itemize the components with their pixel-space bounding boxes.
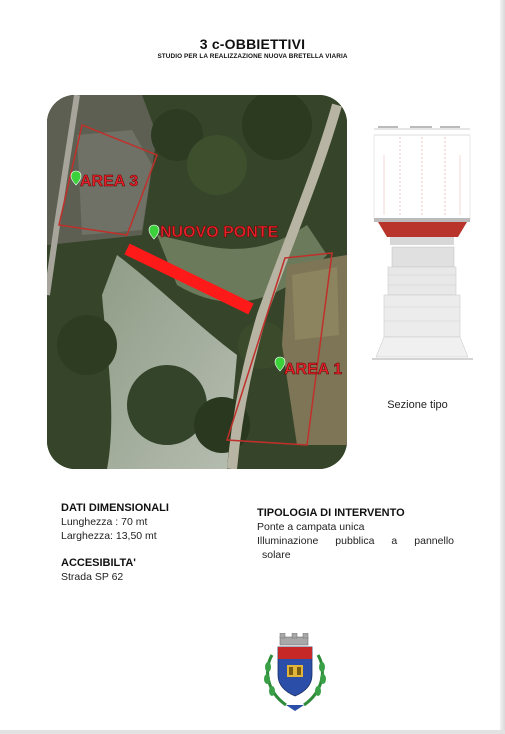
section-caption: Sezione tipo	[387, 399, 448, 411]
tipologia-line2-cont: solare	[262, 549, 291, 561]
tipologia-block	[257, 506, 457, 562]
municipal-crest	[256, 633, 334, 717]
page-title: 3 c-OBBIETTIVI	[199, 36, 306, 52]
aerial-map	[47, 95, 347, 469]
accessibilita-value: Strada SP 62	[61, 571, 124, 583]
accessibilita-heading: ACCESIBILTA'	[61, 557, 136, 569]
larghezza-text: Larghezza: 13,50 mt	[61, 530, 157, 542]
label-area3: AREA 3	[80, 173, 139, 190]
bridge-section-diagram	[370, 125, 475, 370]
tipologia-heading: TIPOLOGIA DI INTERVENTO	[257, 507, 405, 519]
bridge-section-icon	[370, 125, 475, 370]
municipal-crest-icon	[256, 633, 334, 717]
lunghezza-text: Lunghezza : 70 mt	[61, 516, 148, 528]
label-area1: AREA 1	[284, 361, 343, 378]
page-edge-bottom	[0, 730, 505, 734]
label-nuovo-ponte: NUOVO PONTE	[160, 224, 279, 241]
dati-heading: DATI DIMENSIONALI	[61, 502, 169, 514]
dati-dimensionali-block	[61, 501, 169, 543]
page-edge-right	[500, 0, 505, 734]
aerial-map-image	[47, 95, 347, 469]
page-subtitle: STUDIO PER LA REALIZZAZIONE NUOVA BRETELLA VIARIA	[157, 53, 348, 60]
tipologia-line1: Ponte a campata unica	[257, 521, 365, 533]
tipologia-line2: Illuminazione pubblica a pannello	[257, 535, 454, 547]
accessibilita-block	[61, 556, 136, 584]
